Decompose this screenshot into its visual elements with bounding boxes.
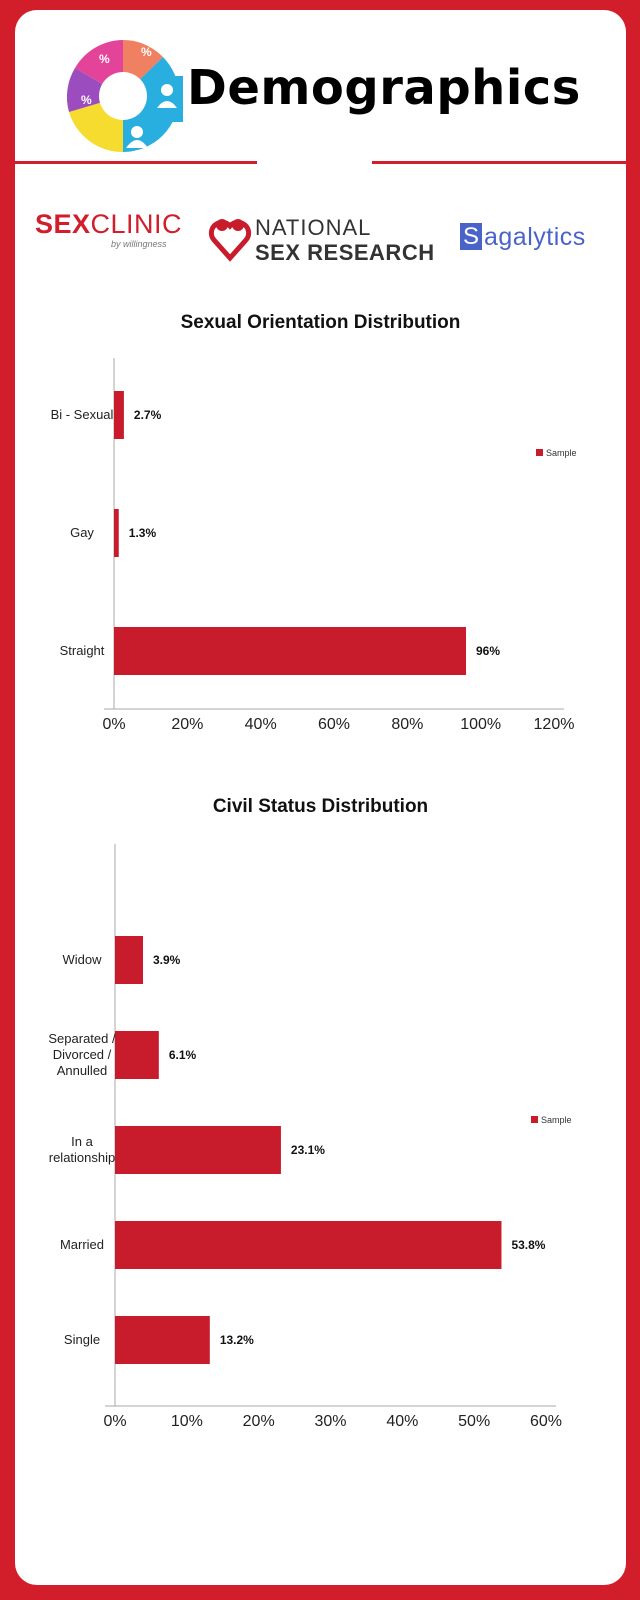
data-label: 23.1%: [290, 1143, 325, 1157]
bar: [114, 509, 119, 557]
category-label: Widow: [62, 952, 102, 967]
svg-text:%: %: [99, 52, 110, 66]
legend-label: Sample: [541, 1115, 572, 1125]
bar: [115, 1316, 210, 1364]
legend-label: Sample: [546, 448, 577, 458]
page-title: Demographics: [187, 60, 581, 116]
x-tick-label: 30%: [314, 1413, 347, 1430]
bar: [115, 1221, 501, 1269]
data-label: 96%: [476, 644, 501, 658]
sex-clinic-logo: SEXCLINIC: [35, 209, 183, 239]
x-tick-label: 100%: [460, 716, 502, 733]
heart-logo-icon: [208, 216, 252, 262]
category-label: Married: [59, 1237, 105, 1252]
bar: [115, 936, 143, 984]
x-tick-label: 10%: [170, 1413, 203, 1430]
category-label: Bi - Sexual: [50, 407, 114, 422]
chart-2-title: Civil Status Distribution: [212, 796, 429, 817]
data-label: 6.1%: [168, 1048, 197, 1062]
national-sex-research-line2: SEX RESEARCH: [255, 240, 435, 265]
category-label: Separated / Divorced / Annulled: [48, 1031, 116, 1078]
svg-text:%: %: [81, 93, 92, 107]
category-label: In a relationship: [48, 1134, 116, 1165]
x-tick-label: 0%: [102, 716, 126, 733]
header-divider-left: [15, 161, 257, 164]
legend-swatch: [536, 449, 543, 456]
demographics-pie-icon: [63, 36, 183, 156]
category-label: Single: [63, 1332, 101, 1347]
x-tick-label: 0%: [103, 1413, 127, 1430]
bar: [115, 1126, 281, 1174]
national-sex-research-line1: NATIONAL: [255, 215, 372, 240]
x-tick-label: 40%: [386, 1413, 419, 1430]
bar: [114, 627, 466, 675]
x-tick-label: 20%: [242, 1413, 275, 1430]
data-label: 13.2%: [219, 1333, 254, 1347]
bar: [115, 1031, 159, 1079]
svg-text:%: %: [141, 45, 152, 59]
chart-1-title: Sexual Orientation Distribution: [180, 312, 461, 333]
sex-clinic-tagline: by willingness: [111, 239, 167, 249]
sagalytics-logo-text: agalytics: [484, 223, 586, 251]
x-tick-label: 20%: [171, 716, 204, 733]
x-tick-label: 50%: [458, 1413, 491, 1430]
infographic-card: [15, 10, 626, 1585]
x-tick-label: 60%: [529, 1413, 563, 1430]
orientation-bar-chart: [15, 340, 626, 740]
data-label: 3.9%: [153, 953, 181, 967]
bar: [114, 391, 124, 439]
x-tick-label: 60%: [317, 716, 351, 733]
x-tick-label: 40%: [244, 716, 277, 733]
data-label: 2.7%: [133, 408, 162, 422]
header-divider-right: [372, 161, 626, 164]
legend-swatch: [531, 1116, 538, 1123]
civil-status-bar-chart: [15, 824, 626, 1430]
data-label: 53.8%: [511, 1238, 546, 1252]
x-tick-label: 120%: [533, 716, 575, 733]
category-label: Gay: [70, 525, 94, 540]
data-label: 1.3%: [128, 526, 157, 540]
x-tick-label: 80%: [391, 716, 424, 733]
sagalytics-logo-initial: S: [460, 223, 482, 250]
category-label: Straight: [59, 643, 105, 658]
